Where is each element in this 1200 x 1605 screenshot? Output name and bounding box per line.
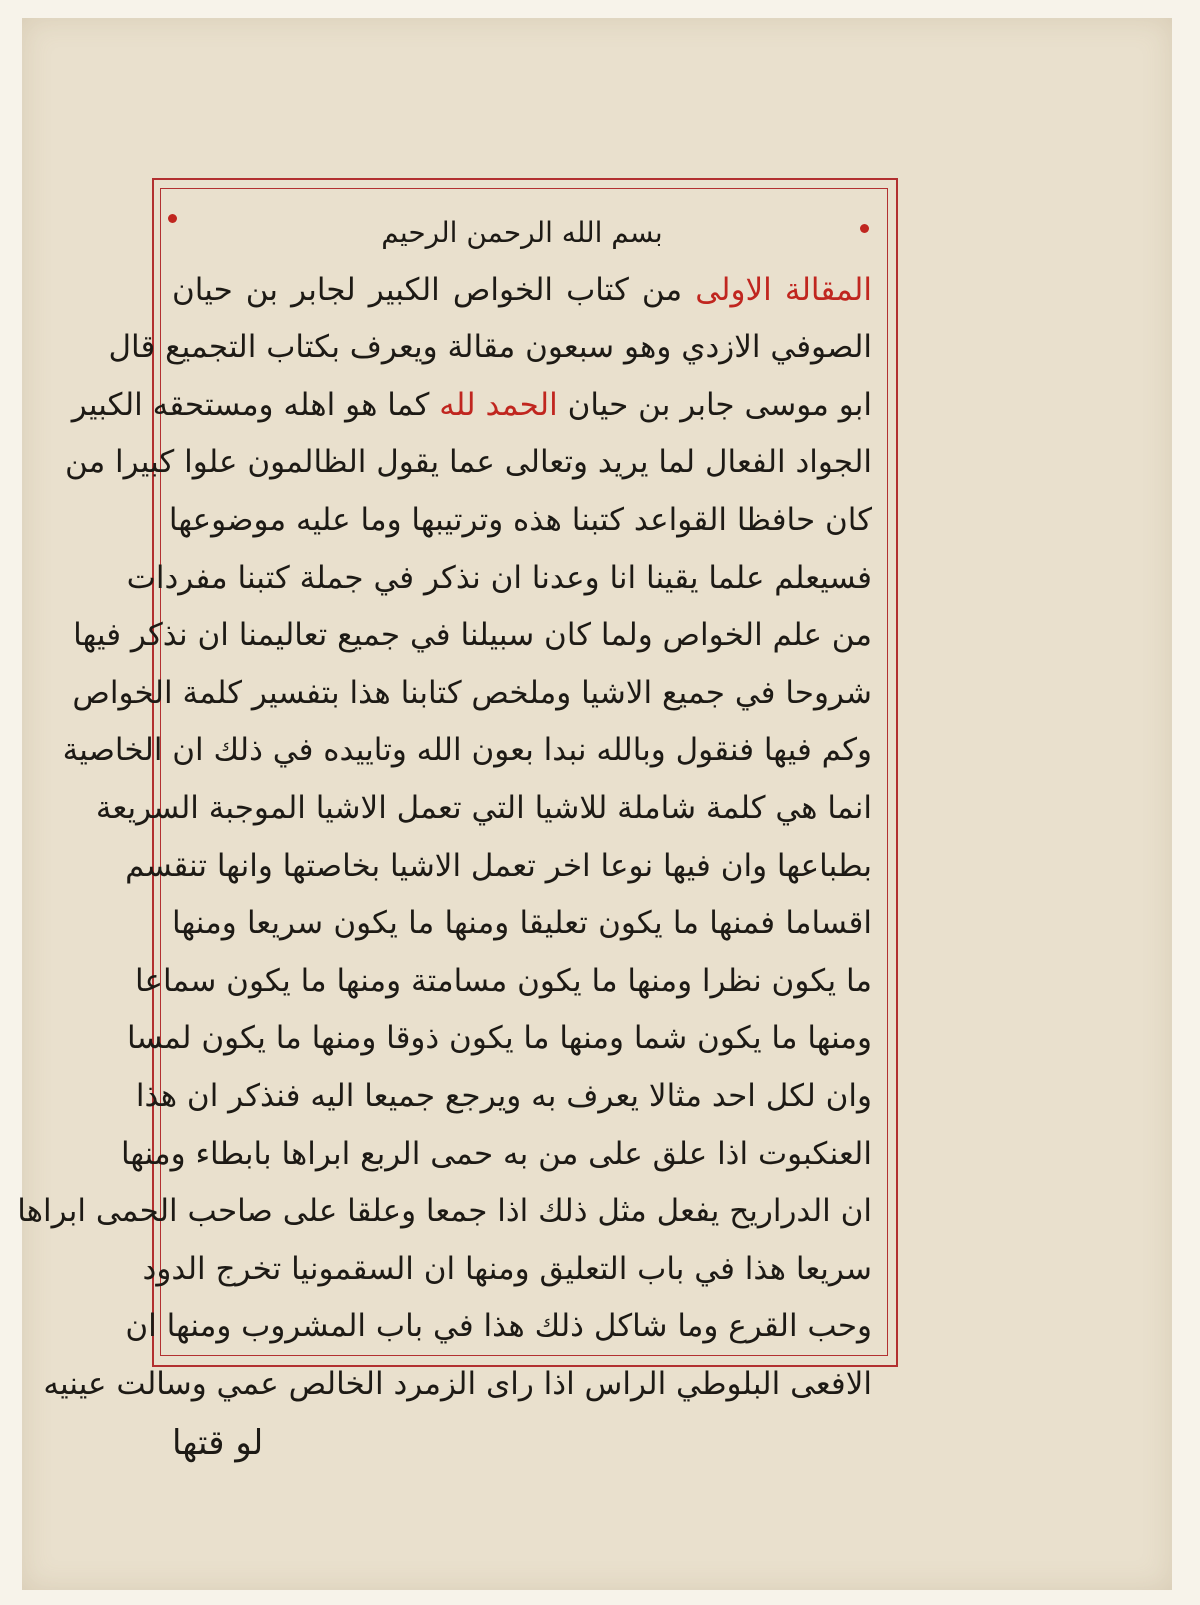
- text-line: انما هي كلمة شاملة للاشيا التي تعمل الاشيا الموجبة السريعة: [95, 789, 872, 826]
- text-line: ما يكون نظرا ومنها ما يكون مسامتة ومنها ما يكون سماعا: [135, 962, 872, 999]
- catchword: لو قتها: [172, 1423, 264, 1463]
- text-line: الافعى البلوطي الراس اذا راى الزمرد الخالص عمي وسالت عينيه: [43, 1365, 872, 1402]
- manuscript-page: [17, 18, 1172, 1590]
- text-line: الصوفي الازدي وهو سبعون مقالة ويعرف بكتاب التجميع قال: [108, 329, 872, 366]
- text-line: فسيعلم علما يقينا انا وعدنا ان نذكر في جملة كتبنا مفردات: [126, 559, 872, 596]
- basmala: بسم الله الرحمن الرحيم: [381, 216, 663, 249]
- text-line: ان الدراريح يفعل مثل ذلك اذا جمعا وعلقا على صاحب الحمى ابراها: [17, 1193, 872, 1230]
- text-line: الجواد الفعال لما يريد وتعالى عما يقول الظالمون علوا كبيرا من: [65, 444, 872, 481]
- line-segment: ابو موسى جابر بن حيان: [567, 386, 872, 423]
- text-line: بطباعها وان فيها نوعا اخر تعمل الاشيا بخاصتها وانها تنقسم: [125, 847, 872, 884]
- text-line: من علم الخواص ولما كان سبيلنا في جميع تعاليمنا ان نذكر فيها: [73, 617, 872, 654]
- text-line: العنكبوت اذا علق على من به حمى الربع ابراها بابطاء ومنها: [120, 1135, 872, 1172]
- line-segment: كما هو اهله ومستحقه الكبير: [71, 386, 430, 423]
- text-line: سريعا هذا في باب التعليق ومنها ان السقمونيا تخرج الدود: [142, 1250, 872, 1287]
- heading-rubric: المقالة الاولى: [695, 271, 872, 308]
- heading-rest: من كتاب الخواص الكبير لجابر بن حيان: [172, 271, 683, 308]
- hamd-rubric: الحمد لله: [439, 386, 558, 423]
- text-line: شروحا في جميع الاشيا وملخص كتابنا هذا بتفسير كلمة الخواص: [72, 674, 872, 711]
- text-line: اقساما فمنها ما يكون تعليقا ومنها ما يكون سريعا ومنها: [172, 905, 872, 942]
- manuscript-text-block: [17, 204, 872, 1402]
- text-line: ومنها ما يكون شما ومنها ما يكون ذوقا ومنها ما يكون لمسا: [127, 1020, 872, 1057]
- text-line: وكم فيها فنقول وبالله نبدا بعون الله وتاييده في ذلك ان الخاصية: [62, 732, 872, 769]
- text-line: وحب القرع وما شاكل ذلك هذا في باب المشروب ومنها ان: [125, 1308, 872, 1345]
- heading-line: [172, 262, 872, 320]
- text-line-with-rubric: [71, 377, 872, 435]
- text-line: وان لكل احد مثالا يعرف به ويرجع جميعا اليه فنذكر ان هذا: [135, 1077, 872, 1114]
- text-line: كان حافظا القواعد كتبنا هذه وترتيبها وما عليه موضوعها: [168, 501, 872, 538]
